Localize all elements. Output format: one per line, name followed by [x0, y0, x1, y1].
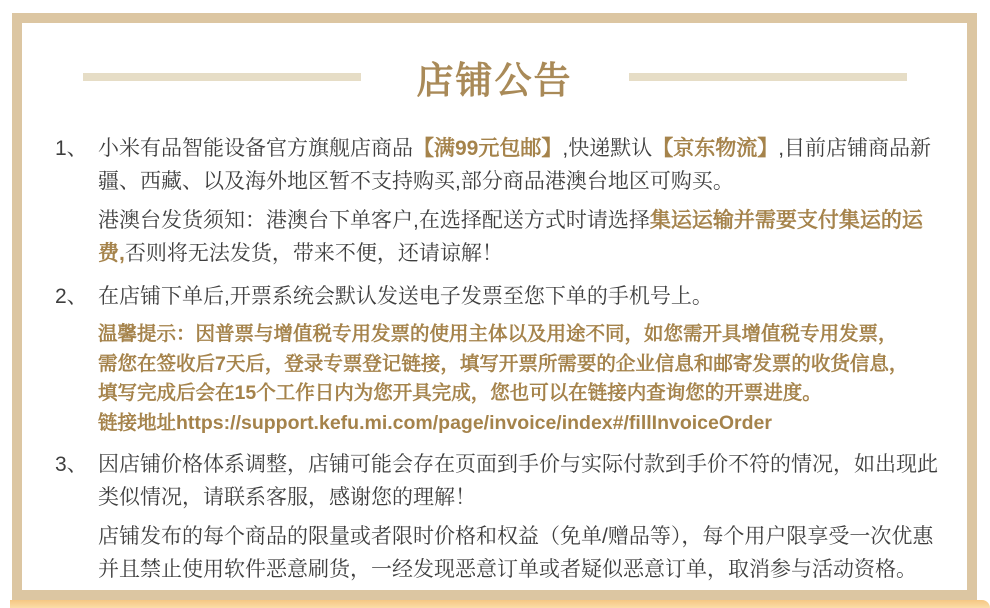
- text-segment: 需您在签收后7天后，登录专票登记链接，填写开票所需要的企业信息和邮寄发票的收货信息，: [98, 352, 909, 375]
- title-divider-left: [83, 73, 361, 81]
- item-note-text: [98, 520, 941, 586]
- item-number: 1、: [55, 137, 88, 160]
- text-segment: ,目前店铺商品新疆、西藏、以及海外地区暂不支持购买,部分商品港澳台地区可购买。: [98, 137, 932, 193]
- text-segment: 集运运输并需要支付集运的运费,: [98, 209, 923, 265]
- text-segment: 在店铺下单后,开票系统会默认发送电子发票至您下单的手机号上。: [98, 285, 713, 308]
- page-title: 店铺公告: [416, 60, 573, 101]
- announcement-item-1: [55, 132, 941, 270]
- item-main-text: [98, 132, 941, 198]
- item-number: 3、: [55, 453, 88, 476]
- invoice-link-url: 链接地址https://support.kefu.mi.com/page/invoice/index#/fillInvoiceOrder: [98, 411, 772, 434]
- text-segment: 因店铺价格体系调整，店铺可能会存在页面到手价与实际付款到手价不符的情况，如出现此类似情况，请联系客服，感谢您的理解！: [98, 453, 938, 509]
- item-tip-text: [98, 320, 941, 438]
- text-segment: 店铺发布的每个商品的限量或者限时价格和权益（免单/赠品等），每个用户限享受一次优惠并且禁止使用软件恶意刷货，一经发现恶意订单或者疑似恶意订单，取消参与活动资格。: [98, 525, 934, 581]
- item-body: [98, 280, 941, 438]
- title-divider-right: [629, 73, 907, 81]
- item-number: 2、: [55, 285, 88, 308]
- item-main-text: [98, 280, 941, 313]
- text-segment: 温馨提示：因普票与增值税专用发票的使用主体以及用途不同，如您需开具增值税专用发票，: [98, 323, 898, 345]
- text-segment: 小米有品智能设备官方旗舰店商品: [98, 137, 413, 160]
- text-segment: ,快递默认: [562, 137, 653, 160]
- next-section-top-edge: [10, 600, 990, 608]
- announcement-item-3: [55, 448, 941, 586]
- text-segment: 否则将无法发货，带来不便，还请谅解！: [124, 242, 503, 265]
- item-note-text: [98, 204, 941, 270]
- item-body: [98, 132, 941, 270]
- item-body: [98, 448, 941, 586]
- text-segment: 港澳台发货须知：港澳台下单客户,在选择配送方式时请选择: [98, 209, 650, 232]
- text-segment: 【满99元包邮】: [413, 137, 563, 160]
- text-segment: 【京东物流】: [652, 137, 779, 160]
- announcement-list: [55, 132, 941, 586]
- item-main-text: [98, 448, 941, 514]
- text-segment: 填写完成后会在15个工作日内为您开具完成，您也可以在链接内查询您的开票进度。: [98, 382, 822, 404]
- title-row: [22, 50, 967, 104]
- announcement-item-2: [55, 280, 941, 438]
- announcement-card: [12, 13, 977, 600]
